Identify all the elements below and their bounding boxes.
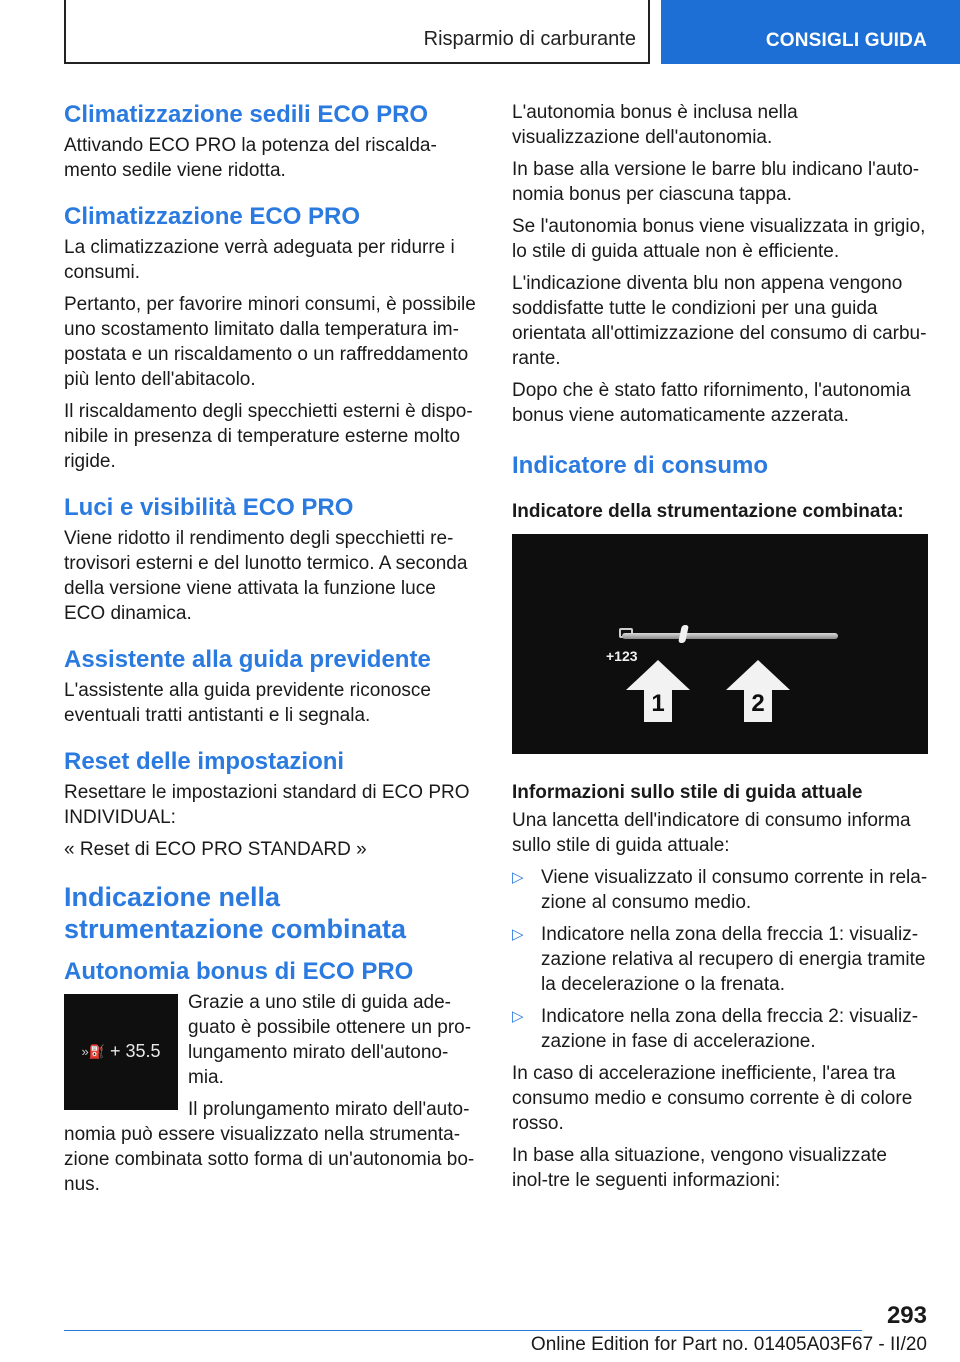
fuel-pump-icon: »⛽ [81, 1044, 105, 1059]
paragraph-right-6: In caso di accelerazione inefficiente, l'area tra consumo medio e consumo corrente è di colore rosso. [512, 1063, 913, 1134]
cluster-bonus-value: +123 [606, 648, 638, 664]
paragraph-seats: Attivando ECO PRO la potenza del riscalda-mento sedile viene ridotta. [64, 135, 437, 181]
paragraph-right-1: L'autonomia bonus è inclusa nella visualizzazione dell'autonomia. [512, 102, 798, 148]
paragraph-lights: Viene ridotto il rendimento degli specchietti re-trovisori esterni e del lunotto termico. A seconda della versione viene attivata la funzione luce ECO dinamica. [64, 528, 468, 624]
heading-lights: Luci e visibilità ECO PRO [64, 494, 354, 521]
paragraph-right-3: Se l'autonomia bonus viene visualizzata in grigio, lo stile di guida attuale non è efficiente. [512, 216, 926, 262]
heading-indicator: Indicatore di consumo [512, 452, 769, 479]
paragraph-clima-1: La climatizzazione verrà adeguata per ridurre i consumi. [64, 237, 455, 283]
up-arrow-icon [726, 660, 790, 722]
paragraph-assist: L'assistente alla guida previdente riconosce eventuali tratti antistanti e li segnala. [64, 680, 431, 726]
arrow-label-1: 1 [651, 690, 665, 717]
heading-bonus: Autonomia bonus di ECO PRO [64, 958, 414, 985]
heading-seats: Climatizzazione sedili ECO PRO [64, 101, 429, 128]
instrument-cluster-image [512, 534, 928, 754]
paragraph-clima-3: Il riscaldamento degli specchietti esterni è dispo-nibile in presenza di temperature esterne molto rigide. [64, 401, 473, 472]
bullet-list [512, 865, 928, 1054]
header-chapter-tab[interactable] [661, 0, 960, 64]
triangle-bullet-icon: ▷ [512, 869, 524, 886]
footer-rule [64, 1330, 862, 1331]
list-item: ▷ Viene visualizzato il consumo corrente in rela-zione al consumo medio. [512, 867, 928, 913]
triangle-bullet-icon: ▷ [512, 926, 524, 943]
heading-instr-cluster: Indicatore della strumentazione combinata: [512, 501, 904, 522]
paragraph-right-4: L'indicazione diventa blu non appena vengono soddisfatte tutte le condizioni per una guida orientata all'ottimizzazione del consumo di carbu-rante. [512, 273, 927, 369]
paragraph-right-7: In base alla situazione, vengono visualizzate inol-tre le seguenti informazioni: [512, 1145, 887, 1191]
bonus-range-value: + 35.5 [109, 1041, 161, 1061]
heading-cluster: Indicazione nella strumentazione combinata [64, 882, 407, 944]
paragraph-right-5: Dopo che è stato fatto rifornimento, l'autonomia bonus viene automaticamente azzerata. [512, 380, 911, 426]
paragraph-right-2: In base alla versione le barre blu indicano l'auto-nomia bonus per ciascuna tappa. [512, 159, 920, 205]
triangle-bullet-icon: ▷ [512, 1008, 524, 1025]
header-chapter-label: CONSIGLI GUIDA [765, 30, 927, 51]
paragraph-clima-2: Pertanto, per favorire minori consumi, è possibile uno scostamento limitato dalla temperatura im-postata e un riscaldamento o un raffreddamento più lento dell'abitacolo. [64, 294, 476, 390]
heading-driving-style: Informazioni sullo stile di guida attuale [512, 782, 863, 803]
paragraph-driving-style: Una lancetta dell'indicatore di consumo informa sullo stile di guida attuale: [512, 810, 911, 856]
footer-edition: Online Edition for Part no. 01405A03F67 - II/20 [530, 1334, 927, 1355]
header-left-rule [64, 0, 66, 64]
left-column [64, 100, 478, 1204]
consumption-bar [622, 633, 838, 639]
list-item: ▷ Indicatore nella zona della freccia 1: visualiz-zazione relativa al recupero di energia tramite la decelerazione o la frenata. [512, 924, 926, 995]
paragraph-reset-1: Resettare le impostazioni standard di ECO PRO INDIVIDUAL: [64, 782, 470, 828]
bonus-range-image [64, 994, 178, 1110]
right-column [512, 100, 928, 1200]
list-item: ▷ Indicatore nella zona della freccia 2: visualiz-zazione in fase di accelerazione. [512, 1006, 919, 1052]
arrow-label-2: 2 [751, 690, 765, 717]
header-divider [648, 0, 650, 64]
paragraph-bonus-1: Grazie a uno stile di guida ade-guato è possibile ottenere un pro-lungamento mirato dell'autono-mia. [188, 992, 472, 1088]
heading-clima: Climatizzazione ECO PRO [64, 203, 361, 230]
paragraph-reset-2: « Reset di ECO PRO STANDARD » [64, 839, 367, 860]
heading-assist: Assistente alla guida previdente [64, 646, 431, 673]
bonus-block [64, 990, 478, 1197]
heading-reset: Reset delle impostazioni [64, 748, 345, 775]
up-arrow-icon [626, 660, 690, 722]
page-number: 293 [886, 1302, 927, 1329]
paragraph-bonus-2: Il prolungamento mirato dell'auto-nomia può essere visualizzato nella strumenta-zione combinata sotto forma di un'autonomia bo-nus. [64, 1099, 475, 1195]
header-bottom-rule [64, 62, 650, 64]
header-section-title: Risparmio di carburante [423, 28, 636, 50]
